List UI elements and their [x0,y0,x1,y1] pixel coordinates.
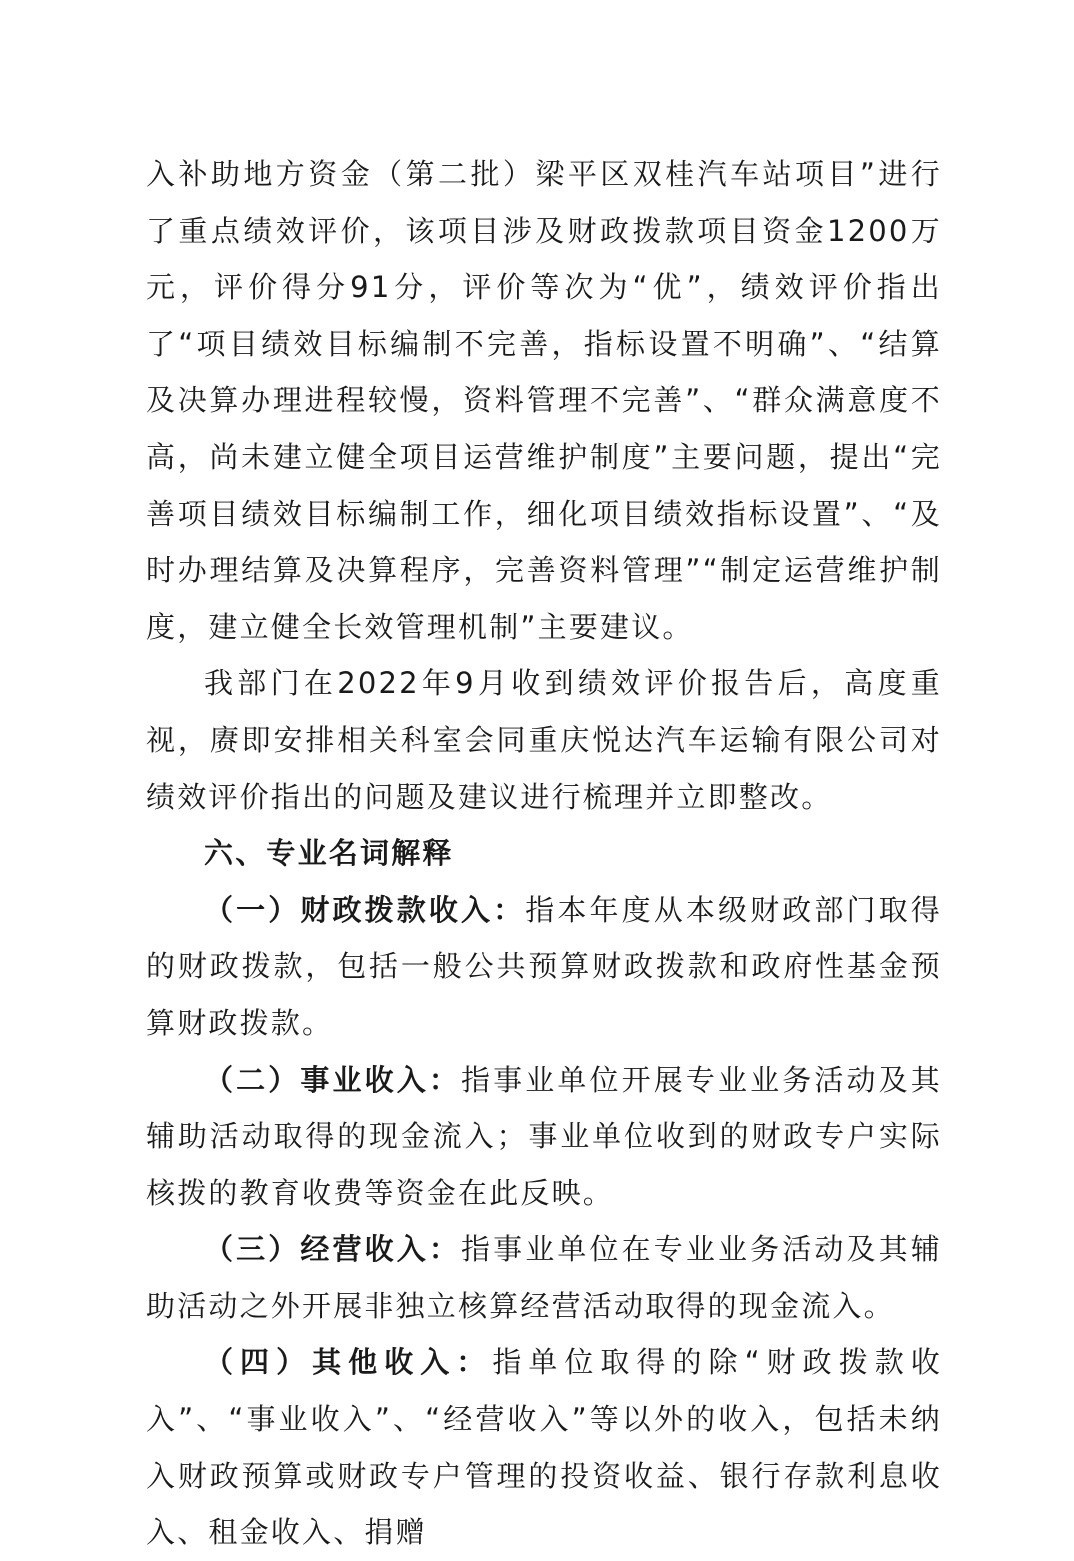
definition-term: （三）经营收入： [204,1232,462,1267]
definition-other-income [146,1334,942,1560]
definition-term: （四）其他收入： [204,1345,493,1380]
definition-body: 指事业单位在专业业务活动及其辅助活动之外开展非独立核算经营活动取得的现金流入。 [146,1232,942,1323]
definition-body: 指事业单位开展专业业务活动及其辅助活动取得的现金流入；事业单位收到的财政专户实际核拨的教育收费等资金在此反映。 [146,1062,942,1210]
paragraph-evaluation-summary: 入补助地方资金（第二批）梁平区双桂汽车站项目”进行了重点绩效评价，该项目涉及财政拨款项目资金1200万元，评价得分91分，评价等次为“优”，绩效评价指出了“项目绩效目标编制不完善，指标设置不明确”、“结算及决算办理进程较慢，资料管理不完善”、“群众满意度不高，尚未建立健全项目运营维护制度”主要问题，提出“完善项目绩效目标编制工作，细化项目绩效指标设置”、“及时办理结算及决算程序，完善资料管理”“制定运营维护制度，建立健全长效管理机制”主要建议。 [146,157,942,644]
document-body [146,146,942,1561]
section-heading: 六、专业名词解释 [204,836,454,871]
definition-fiscal-appropriation [146,882,942,1052]
definition-term: （一）财政拨款收入： [204,892,526,927]
definition-body: 指单位取得的除“财政拨款收入”、“事业收入”、“经营收入”等以外的收入，包括未纳入财政预算或财政专户管理的投资收益、银行存款利息收入、租金收入、捐赠 [146,1345,942,1550]
definition-body: 指本年度从本级财政部门取得的财政拨款，包括一般公共预算财政拨款和政府性基金预算财政拨款。 [146,892,942,1040]
definition-term: （二）事业收入： [204,1062,462,1097]
definition-business-income [146,1052,942,1222]
definition-operating-income [146,1221,942,1334]
paragraph-rectification: 我部门在2022年9月收到绩效评价报告后，高度重视，赓即安排相关科室会同重庆悦达汽车运输有限公司对绩效评价指出的问题及建议进行梳理并立即整改。 [146,666,942,814]
